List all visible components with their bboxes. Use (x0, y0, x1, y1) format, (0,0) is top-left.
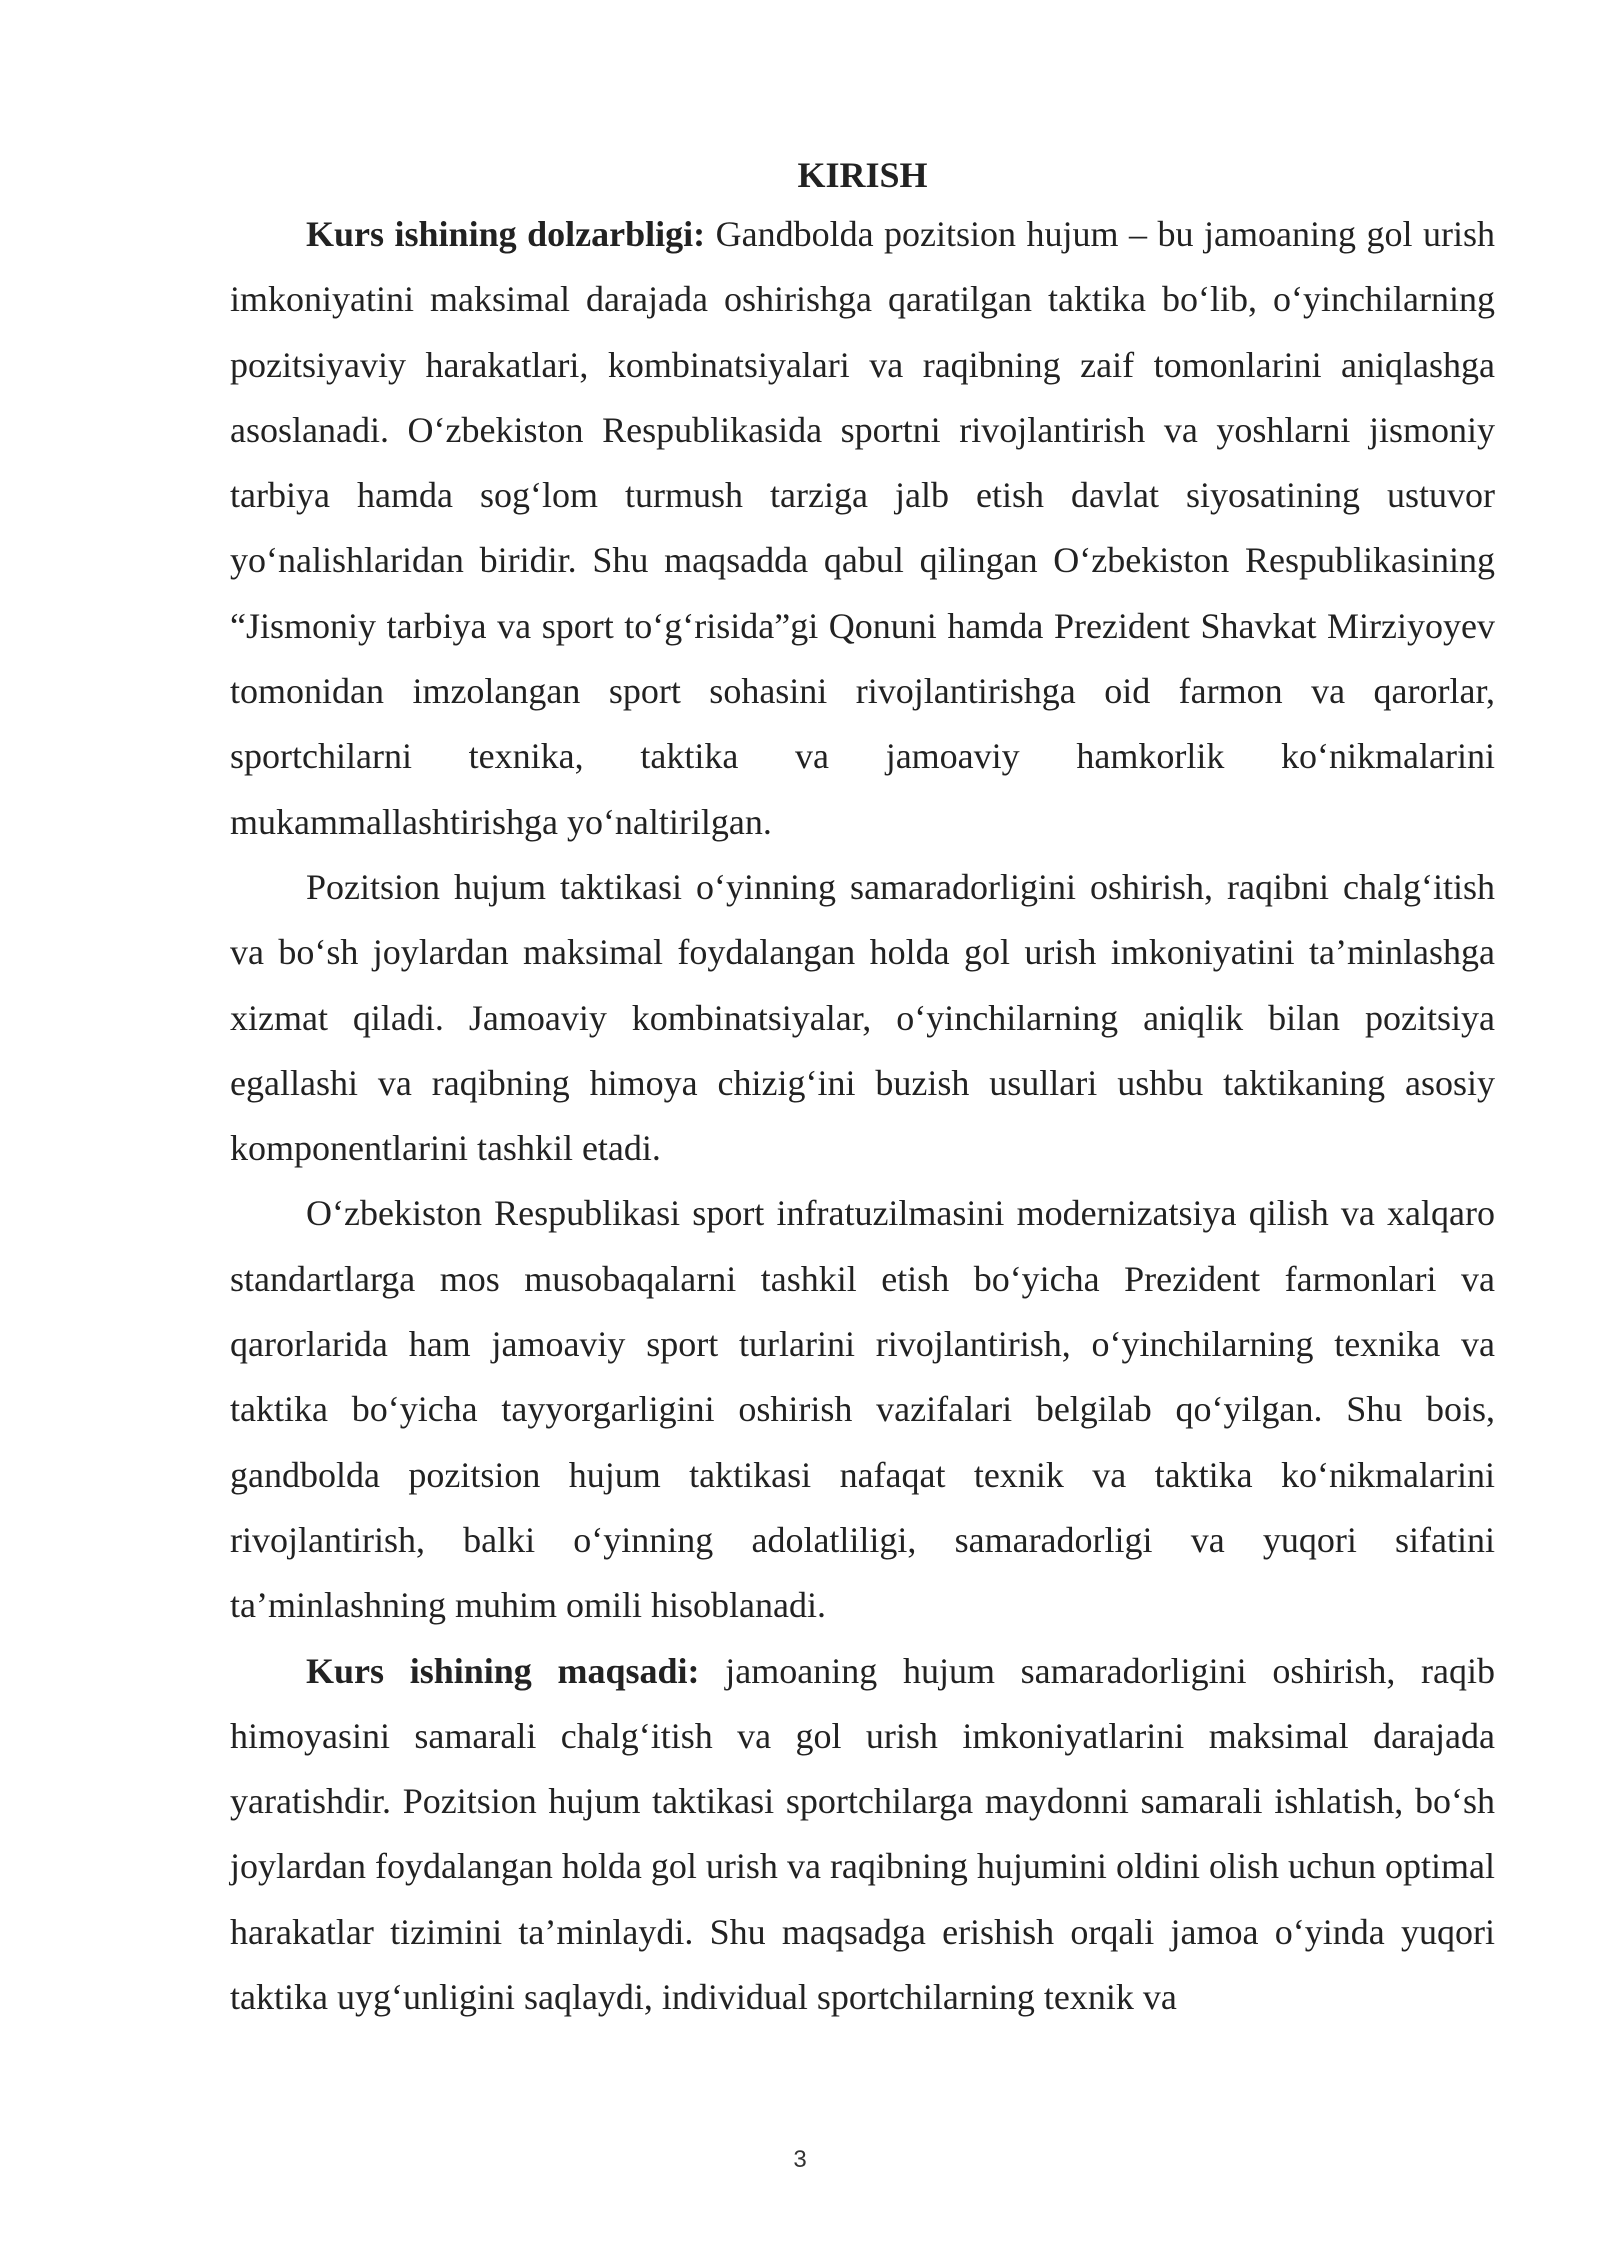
paragraph-lead: Kurs ishining maqsadi: (306, 1650, 700, 1691)
paragraph-positional-attack (230, 855, 1495, 1181)
paragraph-goal (230, 1639, 1495, 2031)
paragraph-lead: Kurs ishining dolzarbligi: (306, 214, 706, 254)
paragraph-text: Gandbolda pozitsion hujum – bu jamoaning gol urish imkoniyatini maksimal darajada oshirishga qaratilgan taktika bo‘lib, o‘yinchilarning pozitsiyaviy harakatlari, kombinatsiyalari va raqibning zaif tomonlarini aniqlashga asoslanadi. O‘zbekiston Respublikasida sportni rivojlantirish va yoshlarni jismoniy tarbiya hamda sog‘lom turmush tarziga jalb etish davlat siyosatining ustuvor yo‘nalishlaridan biridir. Shu maqsadda qabul qilingan O‘zbekiston Respublikasining “Jismoniy tarbiya va sport to‘g‘risida”gi Qonuni hamda Prezident Shavkat Mirziyoyev tomonidan imzolangan sport sohasini rivojlantirishga oid farmon va qarorlar, sportchilarni texnika, taktika va jamoaviy hamkorlik ko‘nikmalarini mukammallashtirishga yo‘naltirilgan. (230, 214, 1496, 842)
page-number: 3 (793, 2146, 807, 2173)
paragraph-relevance (230, 202, 1495, 855)
paragraph-text: Pozitsion hujum taktikasi o‘yinning samaradorligini oshirish, raqibni chalg‘itish va bo‘sh joylardan maksimal foydalangan holda gol urish imkoniyatini ta’minlashga xizmat qiladi. Jamoaviy kombinatsiyalar, o‘yinchilarning aniqlik bilan pozitsiya egallashi va raqibning himoya chizig‘ini buzish usullari ushbu taktikaning asosiy komponentlarini tashkil etadi. (230, 866, 1495, 1169)
page-body (230, 148, 1495, 2030)
section-heading: KIRISH (797, 155, 928, 195)
paragraph-text: O‘zbekiston Respublikasi sport infratuzilmasini modernizatsiya qilish va xalqaro standartlarga mos musobaqalarni tashkil etish bo‘yicha Prezident farmonlari va qarorlarida ham jamoaviy sport turlarini rivojlantirish, o‘yinchilarning texnika va taktika bo‘yicha tayyorgarligini oshirish vazifalari belgilab qo‘yilgan. Shu bois, gandbolda pozitsion hujum taktikasi nafaqat texnik va taktika ko‘nikmalarini rivojlantirish, balki o‘yinning adolatliligi, samaradorligi va yuqori sifatini ta’minlashning muhim omili hisoblanadi. (230, 1193, 1495, 1626)
paragraph-text: jamoaning hujum samaradorligini oshirish, raqib himoyasini samarali chalg‘itish va gol urish imkoniyatlarini maksimal darajada yaratishdir. Pozitsion hujum taktikasi sportchilarga maydonni samarali ishlatish, bo‘sh joylardan foydalangan holda gol urish va raqibning hujumini oldini olish uchun optimal harakatlar tizimini ta’minlaydi. Shu maqsadga erishish orqali jamoa o‘yinda yuqori taktika uyg‘unligini saqlaydi, individual sportchilarning texnik va (230, 1650, 1496, 2018)
paragraph-infrastructure (230, 1181, 1495, 1638)
